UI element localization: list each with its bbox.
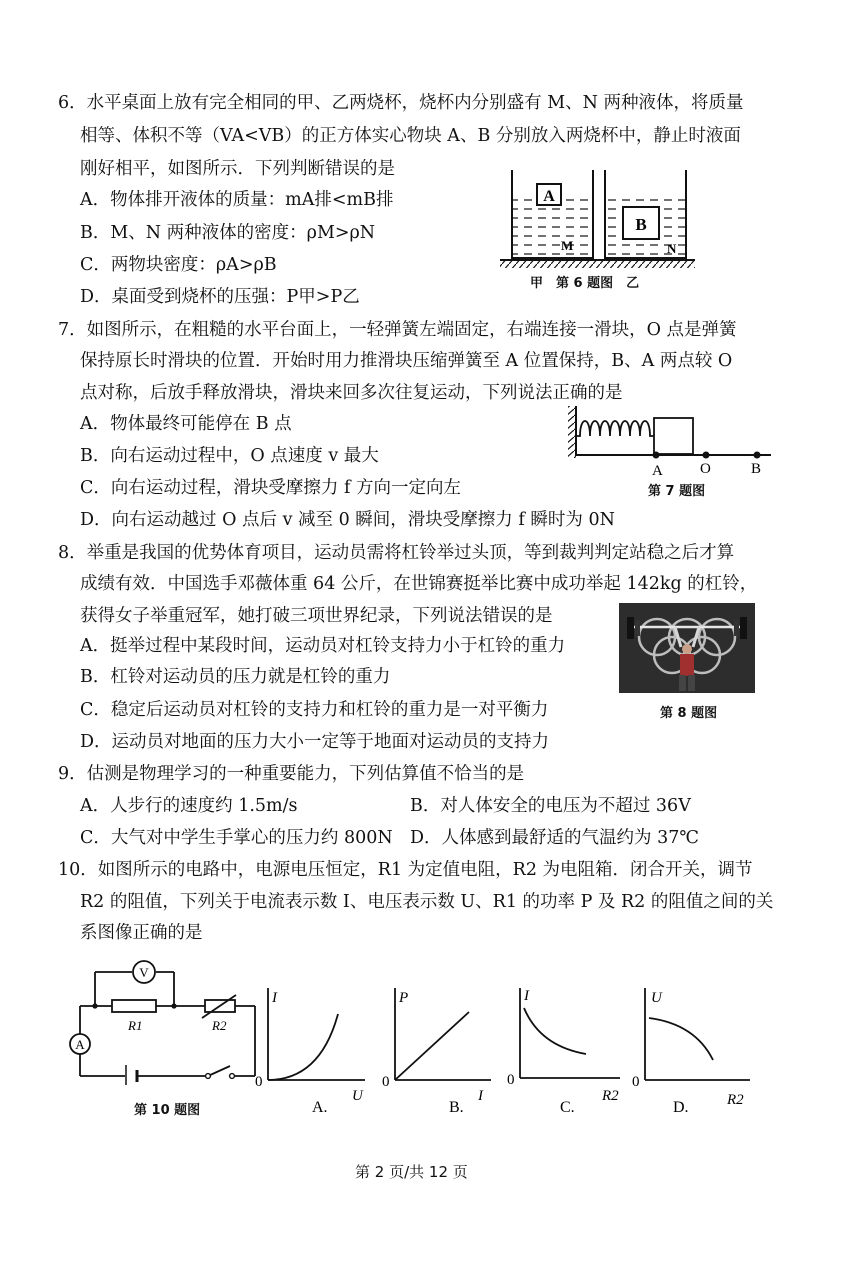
q9-option-d: D．人体感到最舒适的气温约为 37℃ <box>410 828 699 848</box>
q7-stem-line-3: 点对称，后放手释放滑块，滑块来回多次往复运动，下列说法正确的是 <box>80 383 623 403</box>
q6-block-a-label: A <box>543 188 555 205</box>
graph-d-x-label: R2 <box>727 1092 744 1108</box>
q7-figure-caption: 第 7 题图 <box>648 484 706 499</box>
q6-block-b-label: B <box>635 215 647 234</box>
q9-option-c: C．大气对中学生手掌心的压力约 800N <box>80 828 393 848</box>
q7-option-c: C．向右运动过程，滑块受摩擦力 f 方向一定向左 <box>80 478 461 498</box>
q6-stem-line-3: 刚好相平，如图所示．下列判断错误的是 <box>80 159 395 179</box>
voltmeter-label: V <box>139 965 149 980</box>
graph-a-curve <box>268 1014 338 1080</box>
r1-label: R1 <box>128 1018 143 1033</box>
q9-option-b: B．对人体安全的电压为不超过 36V <box>410 796 691 816</box>
q10-stem-line-2: R2 的阻值，下列关于电流表示数 I、电压表示数 U、R1 的功率 P 及 R2 的阻值之间的关 <box>80 892 774 912</box>
q7-spring <box>576 421 654 436</box>
q10-stem-line-3: 系图像正确的是 <box>80 923 203 943</box>
graph-b-origin: 0 <box>382 1074 390 1090</box>
q8-option-d: D．运动员对地面的压力大小一定等于地面对运动员的支持力 <box>80 732 550 752</box>
q6-figure-caption: 甲 第 6 题图 乙 <box>530 276 640 291</box>
q8-option-c: C．稳定后运动员对杠铃的支持力和杠铃的重力是一对平衡力 <box>80 700 549 720</box>
graph-b-y-label: P <box>399 990 409 1006</box>
graph-c-y-label: I <box>524 988 529 1004</box>
q7-slider-block <box>654 418 693 454</box>
q7-stem-line-2: 保持原长时滑块的位置．开始时用力推滑块压缩弹簧至 A 位置保持，B、A 两点较 O <box>80 351 733 371</box>
q7-stem-line-1: 7．如图所示，在粗糙的水平台面上，一轻弹簧左端固定，右端连接一滑块，O 点是弹簧 <box>58 320 737 340</box>
r2-label: R2 <box>212 1018 227 1033</box>
graph-d-curve <box>649 1018 713 1060</box>
q8-figure-caption: 第 8 题图 <box>660 706 718 721</box>
graph-c-origin: 0 <box>507 1072 515 1088</box>
q8-option-a: A．挺举过程中某段时间，运动员对杠铃支持力小于杠铃的重力 <box>80 636 566 656</box>
q6-liquid-n: N <box>667 241 677 256</box>
graph-d-option: D. <box>673 1099 689 1116</box>
graph-d-origin: 0 <box>632 1074 640 1090</box>
weightlifter-photo <box>619 603 755 693</box>
graph-a-origin: 0 <box>255 1074 263 1090</box>
ammeter-label: A <box>75 1037 85 1052</box>
graph-c-option: C. <box>560 1099 575 1116</box>
q8-stem-line-2: 成绩有效．中国选手邓薇体重 64 公斤，在世锦赛挺举比赛中成功举起 142kg 的杠铃， <box>80 574 758 594</box>
graph-c-x-label: R2 <box>602 1088 619 1104</box>
graph-a-option: A. <box>312 1099 328 1116</box>
q10-stem-line-1: 10．如图所示的电路中，电源电压恒定，R1 为定值电阻，R2 为电阻箱．闭合开关，调节 <box>58 860 753 880</box>
q7-option-b: B．向右运动过程中，O 点速度 v 最大 <box>80 446 379 466</box>
q6-liquid-m: M <box>561 238 574 253</box>
graph-b <box>375 980 495 1120</box>
q7-point-a: A <box>652 463 663 478</box>
graph-c <box>500 980 625 1120</box>
graph-a-y-label: I <box>272 990 277 1006</box>
q6-option-c: C．两物块密度：ρA>ρB <box>80 255 277 275</box>
page-number: 第 2 页/共 12 页 <box>355 1163 468 1181</box>
q10-figure-caption: 第 10 题图 <box>134 1103 201 1118</box>
graph-c-curve <box>524 1008 586 1054</box>
graph-d <box>625 980 755 1120</box>
q10-circuit <box>60 950 270 1085</box>
q6-option-d: D．桌面受到烧杯的压强：P甲>P乙 <box>80 287 360 307</box>
graph-b-line <box>395 1012 469 1080</box>
q7-point-b: B <box>751 461 762 477</box>
q6-stem-line-1: 6．水平桌面上放有完全相同的甲、乙两烧杯，烧杯内分别盛有 M、N 两种液体，将质量 <box>58 93 744 113</box>
q8-stem-line-3: 获得女子举重冠军，她打破三项世界纪录，下列说法错误的是 <box>80 606 553 626</box>
q6-option-b: B．M、N 两种液体的密度：ρM>ρN <box>80 223 376 243</box>
graph-b-x-label: I <box>478 1088 483 1104</box>
q7-figure <box>566 402 776 478</box>
q8-option-b: B．杠铃对运动员的压力就是杠铃的重力 <box>80 667 391 687</box>
q9-option-a: A．人步行的速度约 1.5m/s <box>80 796 298 816</box>
graph-b-option: B. <box>449 1099 464 1116</box>
q9-stem: 9．估测是物理学习的一种重要能力，下列估算值不恰当的是 <box>58 764 525 784</box>
graph-a-x-label: U <box>352 1088 363 1104</box>
graph-d-y-label: U <box>651 990 662 1006</box>
q7-option-d: D．向右运动越过 O 点后 v 减至 0 瞬间，滑块受摩擦力 f 瞬时为 0N <box>80 510 615 530</box>
q7-option-a: A．物体最终可能停在 B 点 <box>80 414 292 434</box>
graph-a <box>250 980 370 1120</box>
q7-point-o: O <box>700 461 711 477</box>
q6-stem-line-2: 相等、体积不等（VA<VB）的正方体实心物块 A、B 分别放入两烧杯中，静止时液面 <box>80 126 741 146</box>
q8-stem-line-1: 8．举重是我国的优势体育项目，运动员需将杠铃举过头顶，等到裁判判定站稳之后才算 <box>58 543 735 563</box>
q6-option-a: A．物体排开液体的质量：mA排<mB排 <box>80 190 394 210</box>
